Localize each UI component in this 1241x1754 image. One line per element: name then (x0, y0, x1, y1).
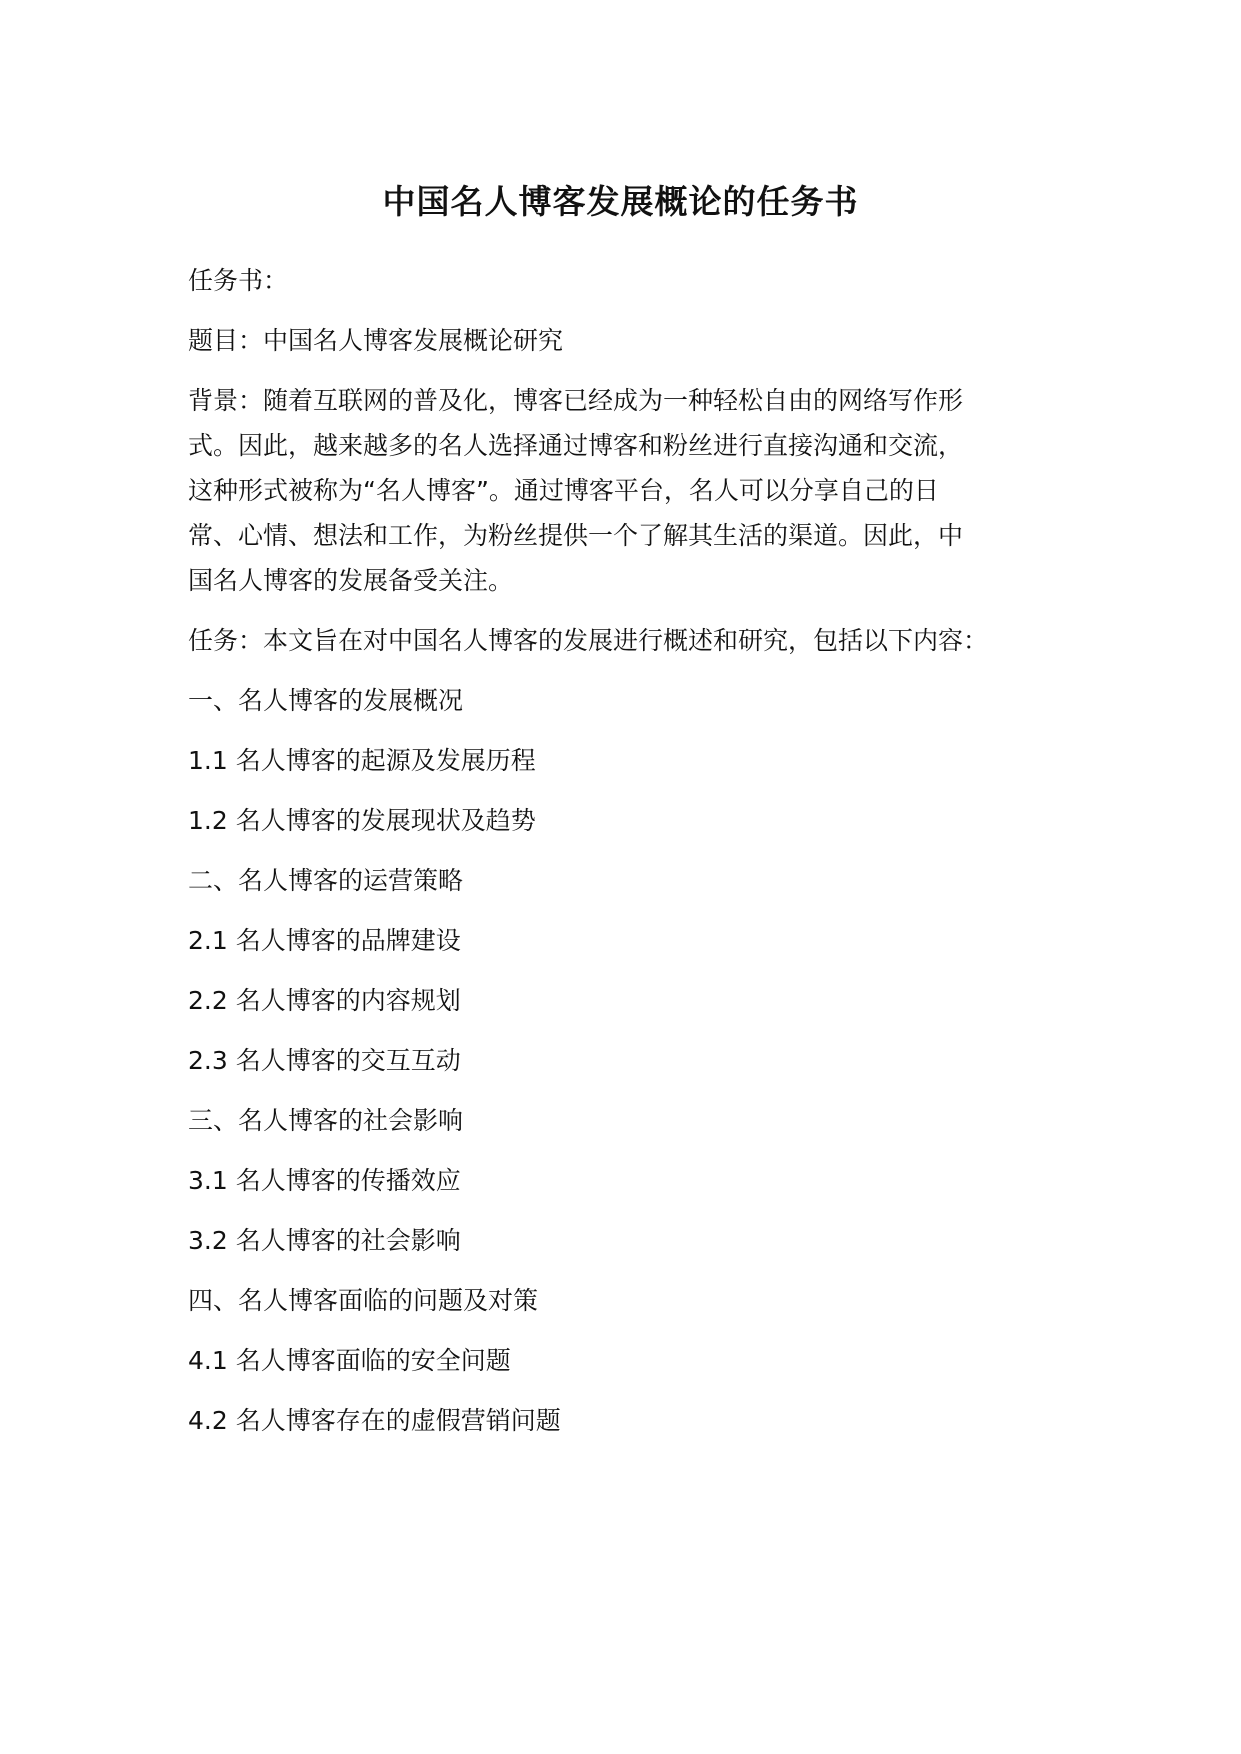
outline-item-3-1: 3.1 名人博客的传播效应 (188, 1166, 461, 1195)
background-line-2: 式。因此，越来越多的名人选择通过博客和粉丝进行直接沟通和交流， (188, 431, 964, 460)
outline-item-4: 四、名人博客面临的问题及对策 (188, 1286, 539, 1315)
outline-item-4-1: 4.1 名人博客面临的安全问题 (188, 1346, 511, 1375)
outline-item-1-2: 1.2 名人博客的发展现状及趋势 (188, 806, 536, 835)
background-line-4: 常、心情、想法和工作，为粉丝提供一个了解其生活的渠道。因此，中 (188, 521, 964, 550)
document-title: 中国名人博客发展概论的任务书 (382, 182, 859, 221)
task-intro-line: 任务：本文旨在对中国名人博客的发展进行概述和研究，包括以下内容： (188, 626, 989, 655)
outline-item-3: 三、名人博客的社会影响 (188, 1106, 464, 1135)
outline-item-3-2: 3.2 名人博客的社会影响 (188, 1226, 461, 1255)
outline-item-4-2: 4.2 名人博客存在的虚假营销问题 (188, 1406, 561, 1435)
background-line-5: 国名人博客的发展备受关注。 (188, 566, 514, 595)
background-line-1: 背景：随着互联网的普及化，博客已经成为一种轻松自由的网络写作形 (188, 386, 964, 415)
background-line-3: 这种形式被称为“名人博客”。通过博客平台，名人可以分享自己的日 (188, 476, 939, 505)
task-book-label: 任务书： (188, 266, 289, 295)
outline-item-1: 一、名人博客的发展概况 (188, 686, 464, 715)
outline-item-2-3: 2.3 名人博客的交互互动 (188, 1046, 461, 1075)
outline-item-1-1: 1.1 名人博客的起源及发展历程 (188, 746, 536, 775)
topic-line: 题目：中国名人博客发展概论研究 (188, 326, 564, 355)
outline-item-2-2: 2.2 名人博客的内容规划 (188, 986, 461, 1015)
outline-item-2-1: 2.1 名人博客的品牌建设 (188, 926, 461, 955)
outline-item-2: 二、名人博客的运营策略 (188, 866, 464, 895)
